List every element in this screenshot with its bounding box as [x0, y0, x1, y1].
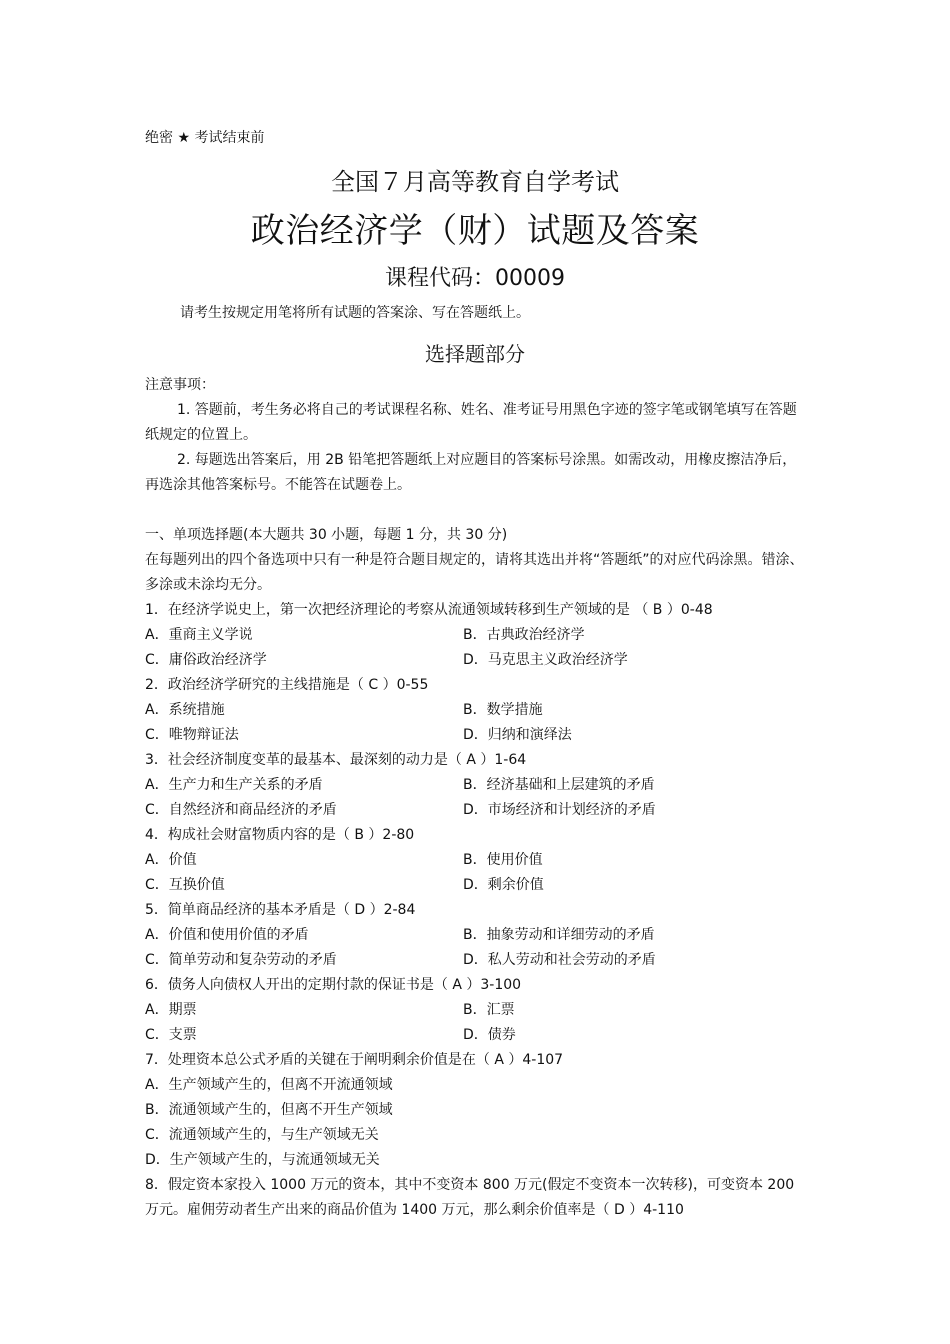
option-d: D．私人劳动和社会劳动的矛盾 — [463, 952, 656, 968]
options-row — [145, 798, 810, 823]
question-stem: 7．处理资本总公式矛盾的关键在于阐明剩余价值是在（ A ）4-107 — [145, 1052, 564, 1068]
exam-instruction: 请考生按规定用笔将所有试题的答案涂、写在答题纸上。 — [180, 305, 530, 321]
option-b: B．抽象劳动和详细劳动的矛盾 — [463, 927, 655, 943]
exam-title: 全国７月高等教育自学考试 — [331, 168, 619, 196]
option-d: D．债券 — [463, 1027, 516, 1043]
option-c: C．简单劳动和复杂劳动的矛盾 — [145, 952, 337, 968]
options-row — [145, 923, 810, 948]
option-a: A．生产力和生产关系的矛盾 — [145, 777, 323, 793]
options-row — [145, 623, 810, 648]
option-a: A．价值和使用价值的矛盾 — [145, 927, 309, 943]
notes-block — [145, 373, 810, 498]
options-row — [145, 873, 810, 898]
option-b: B．经济基础和上层建筑的矛盾 — [463, 777, 655, 793]
options-row — [145, 1023, 810, 1048]
options-row — [145, 998, 810, 1023]
option-d: D．归纳和演绎法 — [463, 727, 572, 743]
options-row — [145, 948, 810, 973]
option-a: A．系统措施 — [145, 702, 225, 718]
course-code: 课程代码：00009 — [385, 266, 565, 291]
option-d: D．马克思主义政治经济学 — [463, 652, 628, 668]
option-b: B．数学措施 — [463, 702, 543, 718]
note-item-1: 1. 答题前，考生务必将自己的考试课程名称、姓名、准考证号用黑色字迹的签字笔或钢笔填写在答题纸规定的位置上。 — [145, 402, 797, 443]
option-c: C．互换价值 — [145, 877, 225, 893]
question-stem: 8．假定资本家投入 1000 万元的资本，其中不变资本 800 万元(假定不变资本一次转移)，可变资本 200 万元。雇佣劳动者生产出来的商品价值为 1400 万元，那么剩余价值率是（ D ）4-110 — [145, 1177, 795, 1218]
section-title: 选择题部分 — [425, 342, 525, 366]
question-stem: 3．社会经济制度变革的最基本、最深刻的动力是（ A ）1-64 — [145, 752, 527, 768]
option-a: A．价值 — [145, 852, 197, 868]
question-stem: 4．构成社会财富物质内容的是（ B ）2-80 — [145, 827, 415, 843]
confidential-mark: 绝密 ★ 考试结束前 — [145, 130, 265, 146]
option-b: B．古典政治经济学 — [463, 627, 585, 643]
options-row — [145, 648, 810, 673]
question-stem: 5．简单商品经济的基本矛盾是（ D ）2-84 — [145, 902, 416, 918]
notes-label: 注意事项： — [145, 377, 215, 393]
option-c: C．庸俗政治经济学 — [145, 652, 267, 668]
option-d: D．生产领域产生的，与流通领域无关 — [145, 1152, 380, 1168]
option-a: A．期票 — [145, 1002, 197, 1018]
options-row — [145, 698, 810, 723]
option-b: B．汇票 — [463, 1002, 515, 1018]
option-b: B．使用价值 — [463, 852, 543, 868]
option-c: C．自然经济和商品经济的矛盾 — [145, 802, 337, 818]
option-b: B．流通领域产生的，但离不开生产领域 — [145, 1102, 393, 1118]
note-item-2: 2. 每题选出答案后，用 2B 铅笔把答题纸上对应题目的答案标号涂黑。如需改动，用橡皮擦洁净后，再选涂其他答案标号。不能答在试题卷上。 — [145, 452, 797, 493]
option-c: C．唯物辩证法 — [145, 727, 239, 743]
option-a: A．生产领域产生的，但离不开流通领域 — [145, 1077, 393, 1093]
options-row — [145, 848, 810, 873]
question-stem: 6．债务人向债权人开出的定期付款的保证书是（ A ）3-100 — [145, 977, 522, 993]
option-a: A．重商主义学说 — [145, 627, 253, 643]
option-d: D．市场经济和计划经济的矛盾 — [463, 802, 656, 818]
options-row — [145, 773, 810, 798]
questions-block — [145, 523, 810, 1223]
question-stem: 2．政治经济学研究的主线措施是（ C ）0-55 — [145, 677, 429, 693]
options-row — [145, 723, 810, 748]
option-d: D．剩余价值 — [463, 877, 544, 893]
subject-title: 政治经济学（财）试题及答案 — [250, 211, 700, 251]
question-stem: 1．在经济学说史上，第一次把经济理论的考察从流通领域转移到生产领域的是 （ B ）0-48 — [145, 602, 713, 618]
option-c: C．支票 — [145, 1027, 197, 1043]
option-c: C．流通领域产生的，与生产领域无关 — [145, 1127, 379, 1143]
part1-description: 在每题列出的四个备选项中只有一种是符合题目规定的，请将其选出并将“答题纸”的对应代码涂黑。错涂、多涂或未涂均无分。 — [145, 552, 804, 593]
part1-heading: 一、单项选择题(本大题共 30 小题，每题 1 分，共 30 分) — [145, 527, 508, 543]
